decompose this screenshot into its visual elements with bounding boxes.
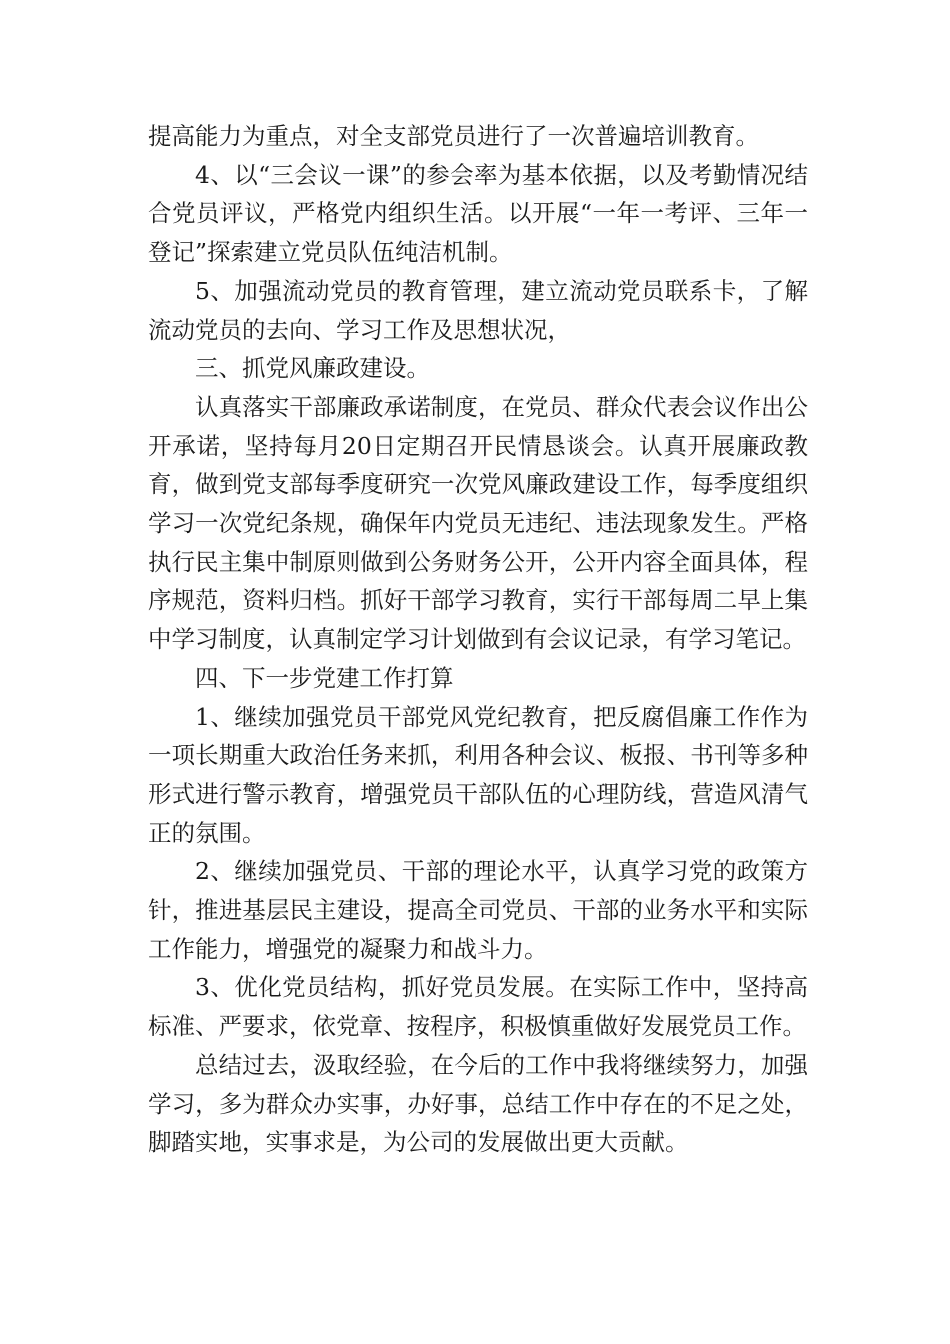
paragraph-item-5: 5、加强流动党员的教育管理，建立流动党员联系卡，了解流动党员的去向、学习工作及思想状况，	[148, 276, 808, 344]
paragraph-continuation: 提高能力为重点，对全支部党员进行了一次普遍培训教育。	[148, 122, 759, 150]
document-body	[148, 117, 808, 1162]
paragraph-conclusion: 总结过去，汲取经验，在今后的工作中我将继续努力，加强学习，多为群众办实事，办好事，总结工作中存在的不足之处，脚踏实地，实事求是，为公司的发展做出更大贡献。	[148, 1050, 808, 1157]
paragraph-plan-3: 3、优化党员结构，抓好党员发展。在实际工作中，坚持高标准、严要求，依党章、按程序，积极慎重做好发展党员工作。	[148, 973, 808, 1041]
paragraph-plan-1: 1、继续加强党员干部党风党纪教育，把反腐倡廉工作作为一项长期重大政治任务来抓，利用各种会议、板报、书刊等多种形式进行警示教育，增强党员干部队伍的心理防线，营造风清气正的氛围。	[148, 702, 808, 847]
paragraph-item-4: 4、以“三会议一课”的参会率为基本依据，以及考勤情况结合党员评议，严格党内组织生活。以开展“一年一考评、三年一登记”探索建立党员队伍纯洁机制。	[148, 160, 808, 267]
paragraph-plan-2: 2、继续加强党员、干部的理论水平，认真学习党的政策方针，推进基层民主建设，提高全司党员、干部的业务水平和实际工作能力，增强党的凝聚力和战斗力。	[148, 857, 808, 963]
section-heading-3: 三、抓党风廉政建设。	[195, 354, 430, 383]
paragraph-integrity-building: 认真落实干部廉政承诺制度，在党员、群众代表会议作出公开承诺，坚持每月20日定期召开民情恳谈会。认真开展廉政教育，做到党支部每季度研究一次党风廉政建设工作，每季度组织学习一次党纪条规，确保年内党员无违纪、违法现象发生。严格执行民主集中制原则做到公务财务公开，公开内容全面具体，程序规范，资料归档。抓好干部学习教育，实行干部每周二早上集中学习制度，认真制定学习计划做到有会议记录，有学习笔记。	[148, 392, 808, 654]
section-heading-4: 四、下一步党建工作打算	[195, 663, 454, 692]
